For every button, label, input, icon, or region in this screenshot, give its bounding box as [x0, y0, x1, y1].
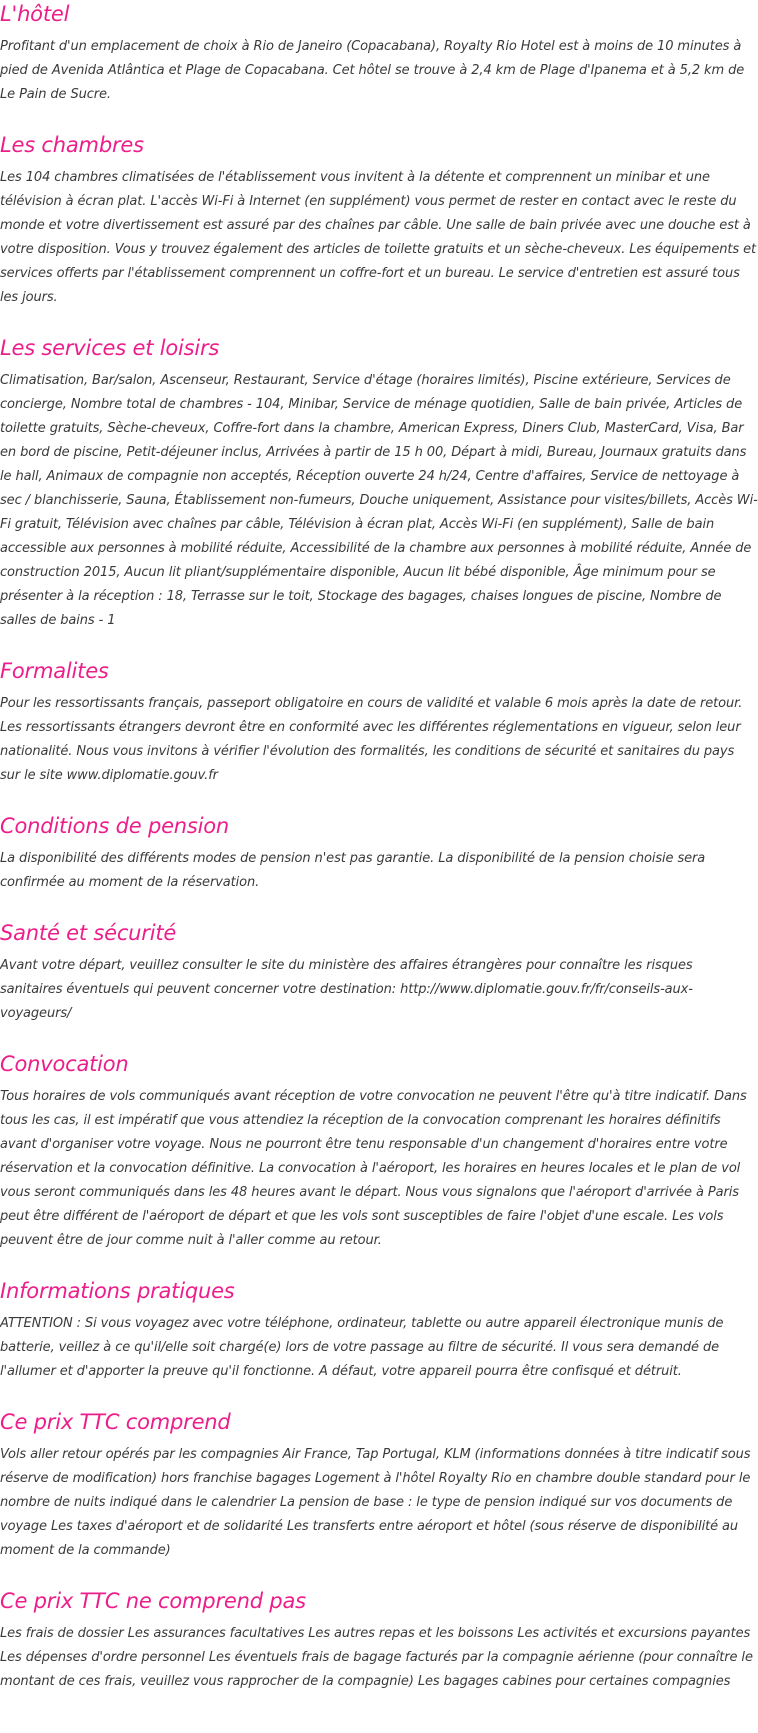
section-board-conditions [0, 812, 758, 895]
section-title: Conditions de pension [0, 814, 230, 838]
section-convocation [0, 1050, 758, 1253]
section-body: Vols aller retour opérés par les compagnies Air France, Tap Portugal, KLM (informations données à titre indicatif sous réserve de modification) hors franchise bagages Logement à l'hôtel Royalty Rio en chambre double standard pour le nombre de nuits indiqué dans le calendrier La pension de base : le type de pension indiqué sur vos documents de voyage Les taxes d'aéroport et de solidarité Les transferts entre aéroport et hôtel (sous réserve de disponibilité au moment de la commande) [0, 1447, 751, 1558]
section-body: Avant votre départ, veuillez consulter le site du ministère des affaires étrangères pour connaître les risques sanitaires éventuels qui peuvent concerner votre destination: http://www.diplomatie.gouv.fr/fr/conseils-aux-voyageurs/ [0, 958, 693, 1021]
section-body: Climatisation, Bar/salon, Ascenseur, Restaurant, Service d'étage (horaires limités), Piscine extérieure, Services de concierge, Nombre total de chambres - 104, Minibar, Service de ménage quotidien, Salle de bain privée, Articles de toilette gratuits, Sèche-cheveux, Coffre-fort dans la chambre, American Express, Diners Club, MasterCard, Visa, Bar en bord de piscine, Petit-déjeuner inclus, Arrivées à partir de 15 h 00, Départ à midi, Bureau, Journaux gratuits dans le hall, Animaux de compagnie non acceptés, Réception ouverte 24 h/24, Centre d'affaires, Service de nettoyage à sec / blanchisserie, Sauna, Établissement non-fumeurs, Douche uniquement, Assistance pour visites/billets, Accès Wi-Fi gratuit, Télévision avec chaînes par câble, Télévision à écran plat, Accès Wi-Fi (en supplément), Salle de bain accessible aux personnes à mobilité réduite, Accessibilité de la chambre aux personnes à mobilité réduite, Année de construction 2015, Aucun lit pliant/supplémentaire disponible, Aucun lit bébé disponible, Âge minimum pour se présenter à la réception : 18, Terrasse sur le toit, Stockage des bagages, chaises longues de piscine, Nombre de salles de bains - 1 [0, 373, 758, 628]
section-body: La disponibilité des différents modes de pension n'est pas garantie. La disponibilité de la pension choisie sera confirmée au moment de la réservation. [0, 851, 706, 890]
section-price-includes [0, 1408, 758, 1563]
section-title: Ce prix TTC comprend [0, 1410, 231, 1434]
section-services [0, 334, 758, 633]
section-practical-info [0, 1277, 758, 1384]
section-title: L'hôtel [0, 2, 70, 26]
section-title: Ce prix TTC ne comprend pas [0, 1589, 306, 1613]
section-body: Profitant d'un emplacement de choix à Rio de Janeiro (Copacabana), Royalty Rio Hotel est à moins de 10 minutes à pied de Avenida Atlântica et Plage de Copacabana. Cet hôtel se trouve à 2,4 km de Plage d'Ipanema et à 5,2 km de Le Pain de Sucre. [0, 39, 745, 102]
section-body: Pour les ressortissants français, passeport obligatoire en cours de validité et valable 6 mois après la date de retour. Les ressortissants étrangers devront être en conformité avec les différentes réglementations en vigueur, selon leur nationalité. Nous vous invitons à vérifier l'évolution des formalités, les conditions de sécurité et sanitaires du pays sur le site www.diplomatie.gouv.fr [0, 696, 743, 783]
section-price-excludes [0, 1587, 758, 1694]
section-body: ATTENTION : Si vous voyagez avec votre téléphone, ordinateur, tablette ou autre appareil électronique munis de batterie, veillez à ce qu'il/elle soit chargé(e) lors de votre passage au filtre de sécurité. Il vous sera demandé de l'allumer et d'apporter la preuve qu'il fonctionne. A défaut, votre appareil pourra être confisqué et détruit. [0, 1316, 724, 1379]
section-body: Les frais de dossier Les assurances facultatives Les autres repas et les boissons Les activités et excursions payantes Les dépenses d'ordre personnel Les éventuels frais de bagage facturés par la compagnie aérienne (pour connaître le montant de ces frais, veuillez vous rapprocher de la compagnie) Les bagages cabines pour certaines compagnies [0, 1626, 753, 1689]
section-title: Les chambres [0, 133, 144, 157]
section-health-safety [0, 919, 758, 1026]
section-title: Santé et sécurité [0, 921, 177, 945]
section-body: Tous horaires de vols communiqués avant réception de votre convocation ne peuvent l'être qu'à titre indicatif. Dans tous les cas, il est impératif que vous attendiez la réception de la convocation comprenant les horaires définitifs avant d'organiser votre voyage. Nous ne pourront être tenu responsable d'un changement d'horaires entre votre réservation et la convocation définitive. La convocation à l'aéroport, les horaires en heures locales et le plan de vol vous seront communiqués dans les 48 heures avant le départ. Nous vous signalons que l'aéroport d'arrivée à Paris peut être différent de l'aéroport de départ et que les vols sont susceptibles de faire l'objet d'une escale. Les vols peuvent être de jour comme nuit à l'aller comme au retour. [0, 1089, 747, 1248]
section-title: Les services et loisirs [0, 336, 220, 360]
section-formalities [0, 657, 758, 788]
section-hotel [0, 0, 758, 107]
section-title: Formalites [0, 659, 109, 683]
section-rooms [0, 131, 758, 310]
section-body: Les 104 chambres climatisées de l'établissement vous invitent à la détente et comprennent un minibar et une télévision à écran plat. L'accès Wi-Fi à Internet (en supplément) vous permet de rester en contact avec le reste du monde et votre divertissement est assuré par des chaînes par câble. Une salle de bain privée avec une douche est à votre disposition. Vous y trouvez également des articles de toilette gratuits et un sèche-cheveux. Les équipements et services offerts par l'établissement comprennent un coffre-fort et un bureau. Le service d'entretien est assuré tous les jours. [0, 170, 756, 305]
section-title: Informations pratiques [0, 1279, 235, 1303]
section-title: Convocation [0, 1052, 129, 1076]
